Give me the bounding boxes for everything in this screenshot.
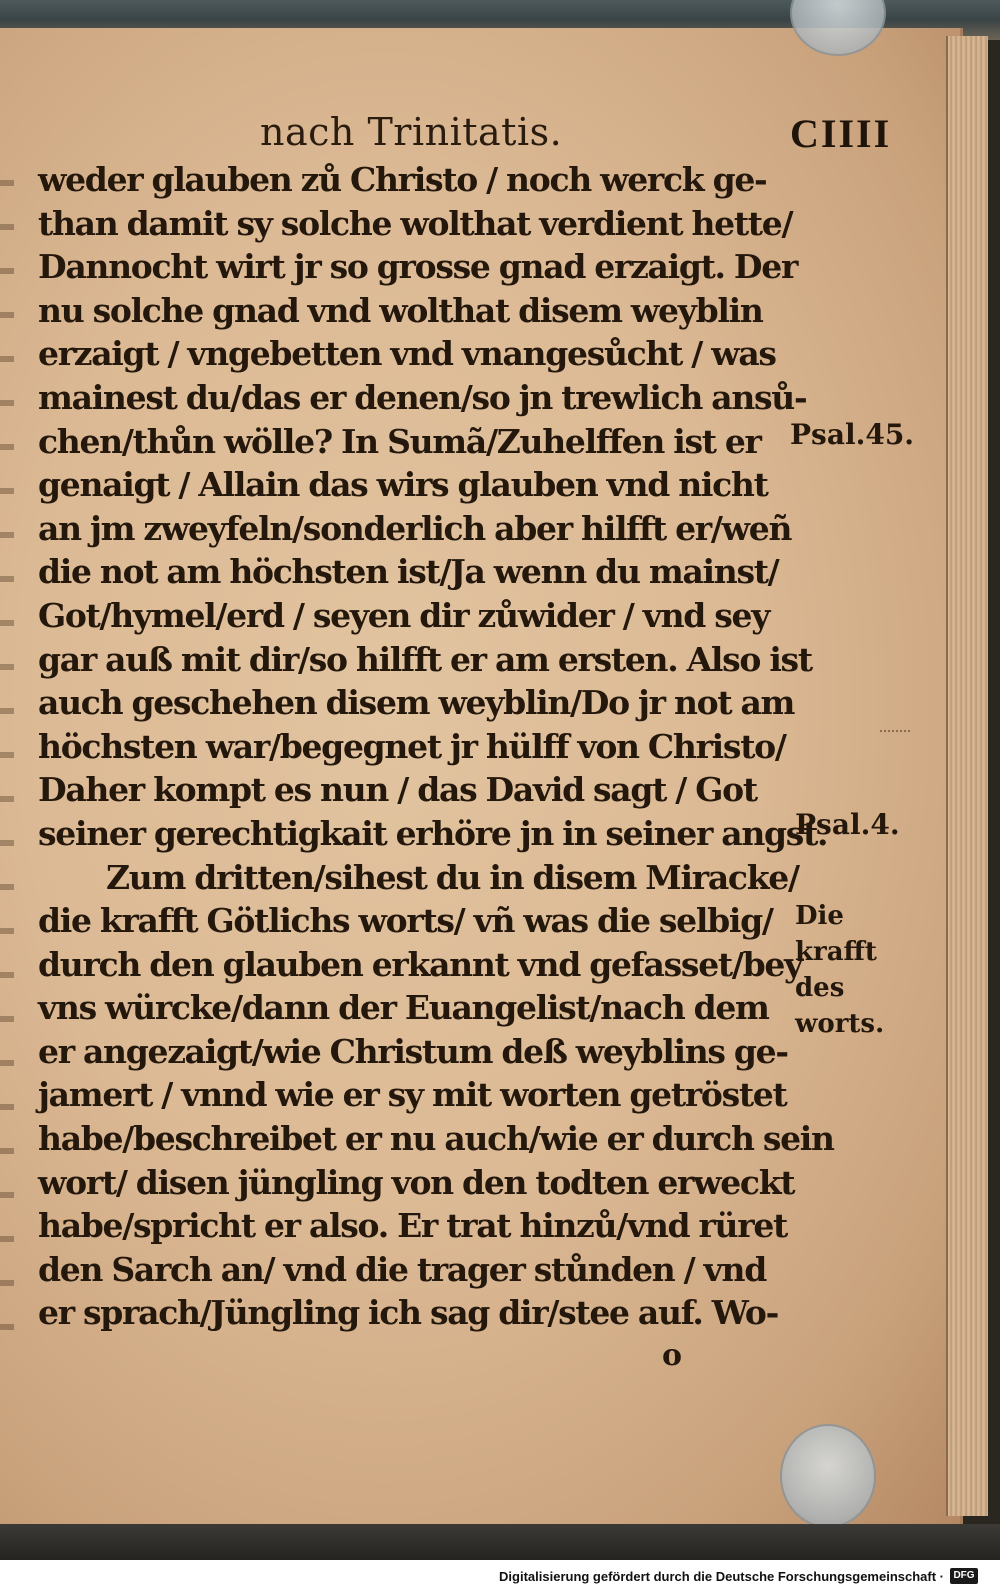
margin-note-line: des: [795, 973, 845, 1003]
text-line: die krafft Götlichs worts/ vñ was die selbig/: [38, 901, 773, 941]
text-line: nu solche gnad vnd wolthat disem weyblin: [38, 290, 763, 330]
margin-note-line: krafft: [795, 937, 877, 967]
folio-number: CIIII: [790, 111, 892, 156]
text-line: durch den glauben erkannt vnd gefasset/bey: [38, 944, 802, 984]
text-line: chen/thůn wölle? In Sumã/Zuhelffen ist er: [38, 421, 761, 461]
margin-note-line: Die: [795, 901, 844, 931]
text-line: mainest du/das er denen/so jn trewlich ansů-: [38, 377, 807, 417]
text-line: den Sarch an/ vnd die trager stůnden / vnd: [38, 1249, 766, 1289]
running-title: nach Trinitatis.: [260, 110, 563, 154]
text-line: erzaigt / vngebetten vnd vnangesůcht / was: [38, 334, 776, 374]
text-line: auch geschehen disem weyblin/Do jr not am: [38, 683, 795, 723]
footer-bar: [0, 1560, 1000, 1593]
margin-note-krafft: [795, 898, 884, 1042]
text-line: Daher kompt es nun / das David sagt / Got: [38, 770, 757, 810]
text-line: vns würcke/dann der Euangelist/nach dem: [38, 988, 769, 1028]
text-line: höchsten war/begegnet jr hülff von Christo/: [38, 726, 786, 766]
page-edges: [946, 36, 988, 1516]
funding-credit: Digitalisierung gefördert durch die Deutsche Forschungsgemeinschaft ·: [499, 1569, 944, 1584]
text-line: habe/beschreibet er nu auch/wie er durch sein: [38, 1119, 834, 1159]
text-line: an jm zweyfeln/sonderlich aber hilfft er/weñ: [38, 508, 792, 548]
book-clamp-bottom: [780, 1424, 876, 1528]
margin-note-line: worts.: [795, 1009, 885, 1039]
text-line: gar auß mit dir/so hilfft er am ersten. Also ist: [38, 639, 812, 679]
text-line: er angezaigt/wie Christum deß weyblins ge-: [38, 1031, 788, 1071]
text-line: weder glauben zů Christo / noch werck ge-: [38, 160, 767, 199]
paragraph-start-line: Zum dritten/sihest du in disem Miracke/: [106, 857, 799, 897]
opposite-page-bleed: [0, 150, 14, 1350]
text-line: Dannocht wirt jr so grosse gnad erzaigt. Der: [38, 247, 798, 287]
margin-mark: [880, 730, 910, 740]
text-line: genaigt / Allain das wirs glauben vnd nicht: [38, 465, 768, 505]
text-line: die not am höchsten ist/Ja wenn du mainst/: [38, 552, 779, 592]
margin-note-psalm-4: Psal.4.: [795, 808, 900, 841]
signature-mark: o: [662, 1338, 683, 1373]
text-line: jamert / vnnd wie er sy mit worten getröstet: [38, 1075, 787, 1115]
book-bottom-edge: [0, 1524, 1000, 1560]
text-line: than damit sy solche wolthat verdient hette/: [38, 203, 793, 243]
text-line: habe/spricht er also. Er trat hinzů/vnd rüret: [38, 1206, 787, 1246]
text-line: Got/hymel/erd / seyen dir zůwider / vnd sey: [38, 595, 770, 635]
text-line: wort/ disen jüngling von den todten erweckt: [38, 1162, 795, 1202]
text-line: seiner gerechtigkait erhöre jn in seiner angst.: [38, 813, 828, 853]
margin-note-psalm-45: Psal.45.: [790, 418, 915, 451]
dfg-logo: DFG: [950, 1568, 978, 1584]
text-line: er sprach/Jüngling ich sag dir/stee auf. Wo-: [38, 1293, 778, 1333]
